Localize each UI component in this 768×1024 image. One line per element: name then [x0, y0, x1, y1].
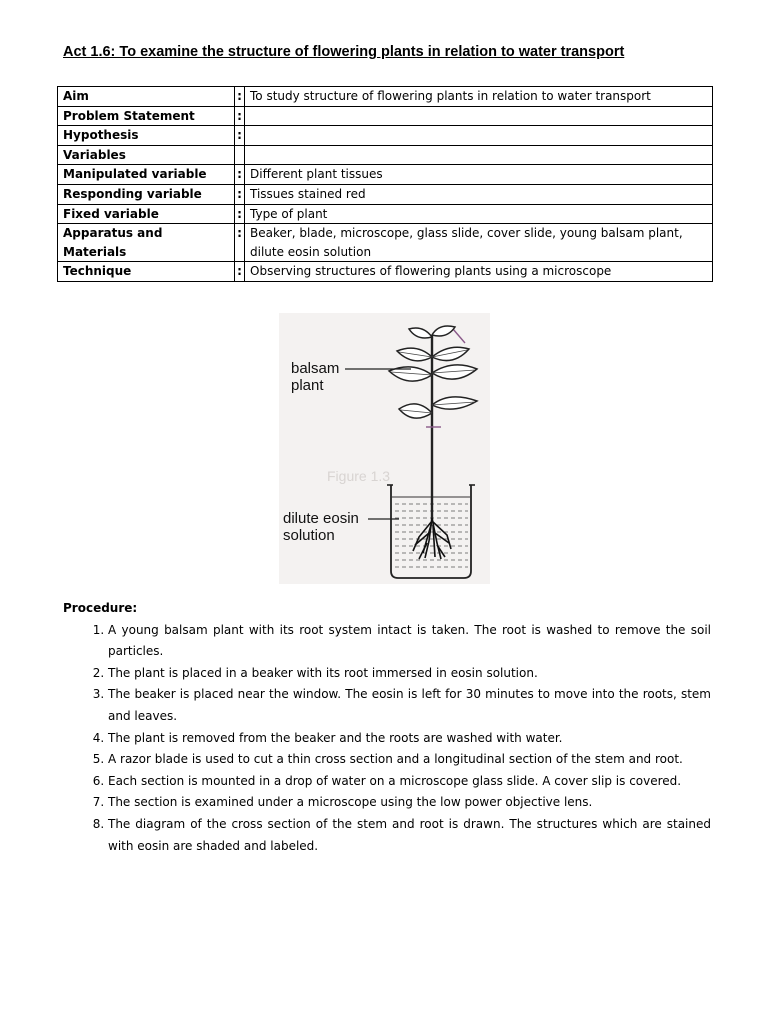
row-value: To study structure of flowering plants in relation to water transport — [245, 87, 713, 107]
row-colon: : — [235, 262, 245, 282]
row-colon: : — [235, 106, 245, 126]
procedure-step: 3. The beaker is placed near the window. The eosin is left for 30 minutes to move into the roots, stem and leaves. — [108, 684, 711, 727]
figure-caption: Figure 1.3 — [327, 468, 391, 484]
row-colon: : — [235, 87, 245, 107]
row-value — [245, 145, 713, 165]
row-value — [245, 106, 713, 126]
row-colon: : — [235, 165, 245, 185]
balsam-plant-diagram — [279, 313, 490, 584]
table-row-apparatus-and-materials — [58, 224, 713, 262]
row-label: Aim — [58, 87, 235, 107]
activity-info-table — [57, 86, 713, 282]
row-label: Technique — [58, 262, 235, 282]
table-row-responding-variable — [58, 184, 713, 204]
procedure-step: 2. The plant is placed in a beaker with its root immersed in eosin solution. — [108, 663, 711, 685]
row-value: Different plant tissues — [245, 165, 713, 185]
row-value: Beaker, blade, microscope, glass slide, cover slide, young balsam plant, dilute eosin solution — [245, 224, 713, 262]
table-row-technique — [58, 262, 713, 282]
row-label: Hypothesis — [58, 126, 235, 146]
label-balsam: balsam — [291, 360, 340, 377]
row-colon: : — [235, 184, 245, 204]
row-value — [245, 126, 713, 146]
table-row-fixed-variable — [58, 204, 713, 224]
procedure-steps — [63, 620, 711, 858]
row-label: Variables — [58, 145, 235, 165]
procedure-step: 1. A young balsam plant with its root system intact is taken. The root is washed to remove the soil particles. — [108, 620, 711, 663]
row-colon: : — [235, 204, 245, 224]
label-plant: plant — [291, 377, 324, 394]
procedure-heading: Procedure: — [63, 601, 138, 615]
row-label: Apparatus and Materials — [58, 224, 235, 262]
row-colon: : — [235, 224, 245, 262]
table-row-variables — [58, 145, 713, 165]
table-row-problem-statement — [58, 106, 713, 126]
label-dilute-eosin: dilute eosin — [283, 510, 359, 527]
procedure-step: 7. The section is examined under a microscope using the low power objective lens. — [108, 792, 711, 814]
row-colon — [235, 145, 245, 165]
procedure-section — [63, 598, 711, 857]
balsam-plant-figure — [279, 313, 490, 584]
row-colon: : — [235, 126, 245, 146]
page-title: Act 1.6: To examine the structure of flowering plants in relation to water transport — [63, 44, 625, 60]
row-value: Tissues stained red — [245, 184, 713, 204]
row-label: Manipulated variable — [58, 165, 235, 185]
row-value: Observing structures of flowering plants using a microscope — [245, 262, 713, 282]
procedure-step: 5. A razor blade is used to cut a thin cross section and a longitudinal section of the stem and root. — [108, 749, 711, 771]
row-label: Problem Statement — [58, 106, 235, 126]
table-row-hypothesis — [58, 126, 713, 146]
table-row-aim — [58, 87, 713, 107]
procedure-step: 8. The diagram of the cross section of the stem and root is drawn. The structures which are stained with eosin are shaded and labeled. — [108, 814, 711, 857]
table-row-manipulated-variable — [58, 165, 713, 185]
row-label: Fixed variable — [58, 204, 235, 224]
row-value: Type of plant — [245, 204, 713, 224]
procedure-step: 6. Each section is mounted in a drop of water on a microscope glass slide. A cover slip is covered. — [108, 771, 711, 793]
row-label: Responding variable — [58, 184, 235, 204]
procedure-step: 4. The plant is removed from the beaker and the roots are washed with water. — [108, 728, 711, 750]
label-solution: solution — [283, 527, 335, 544]
